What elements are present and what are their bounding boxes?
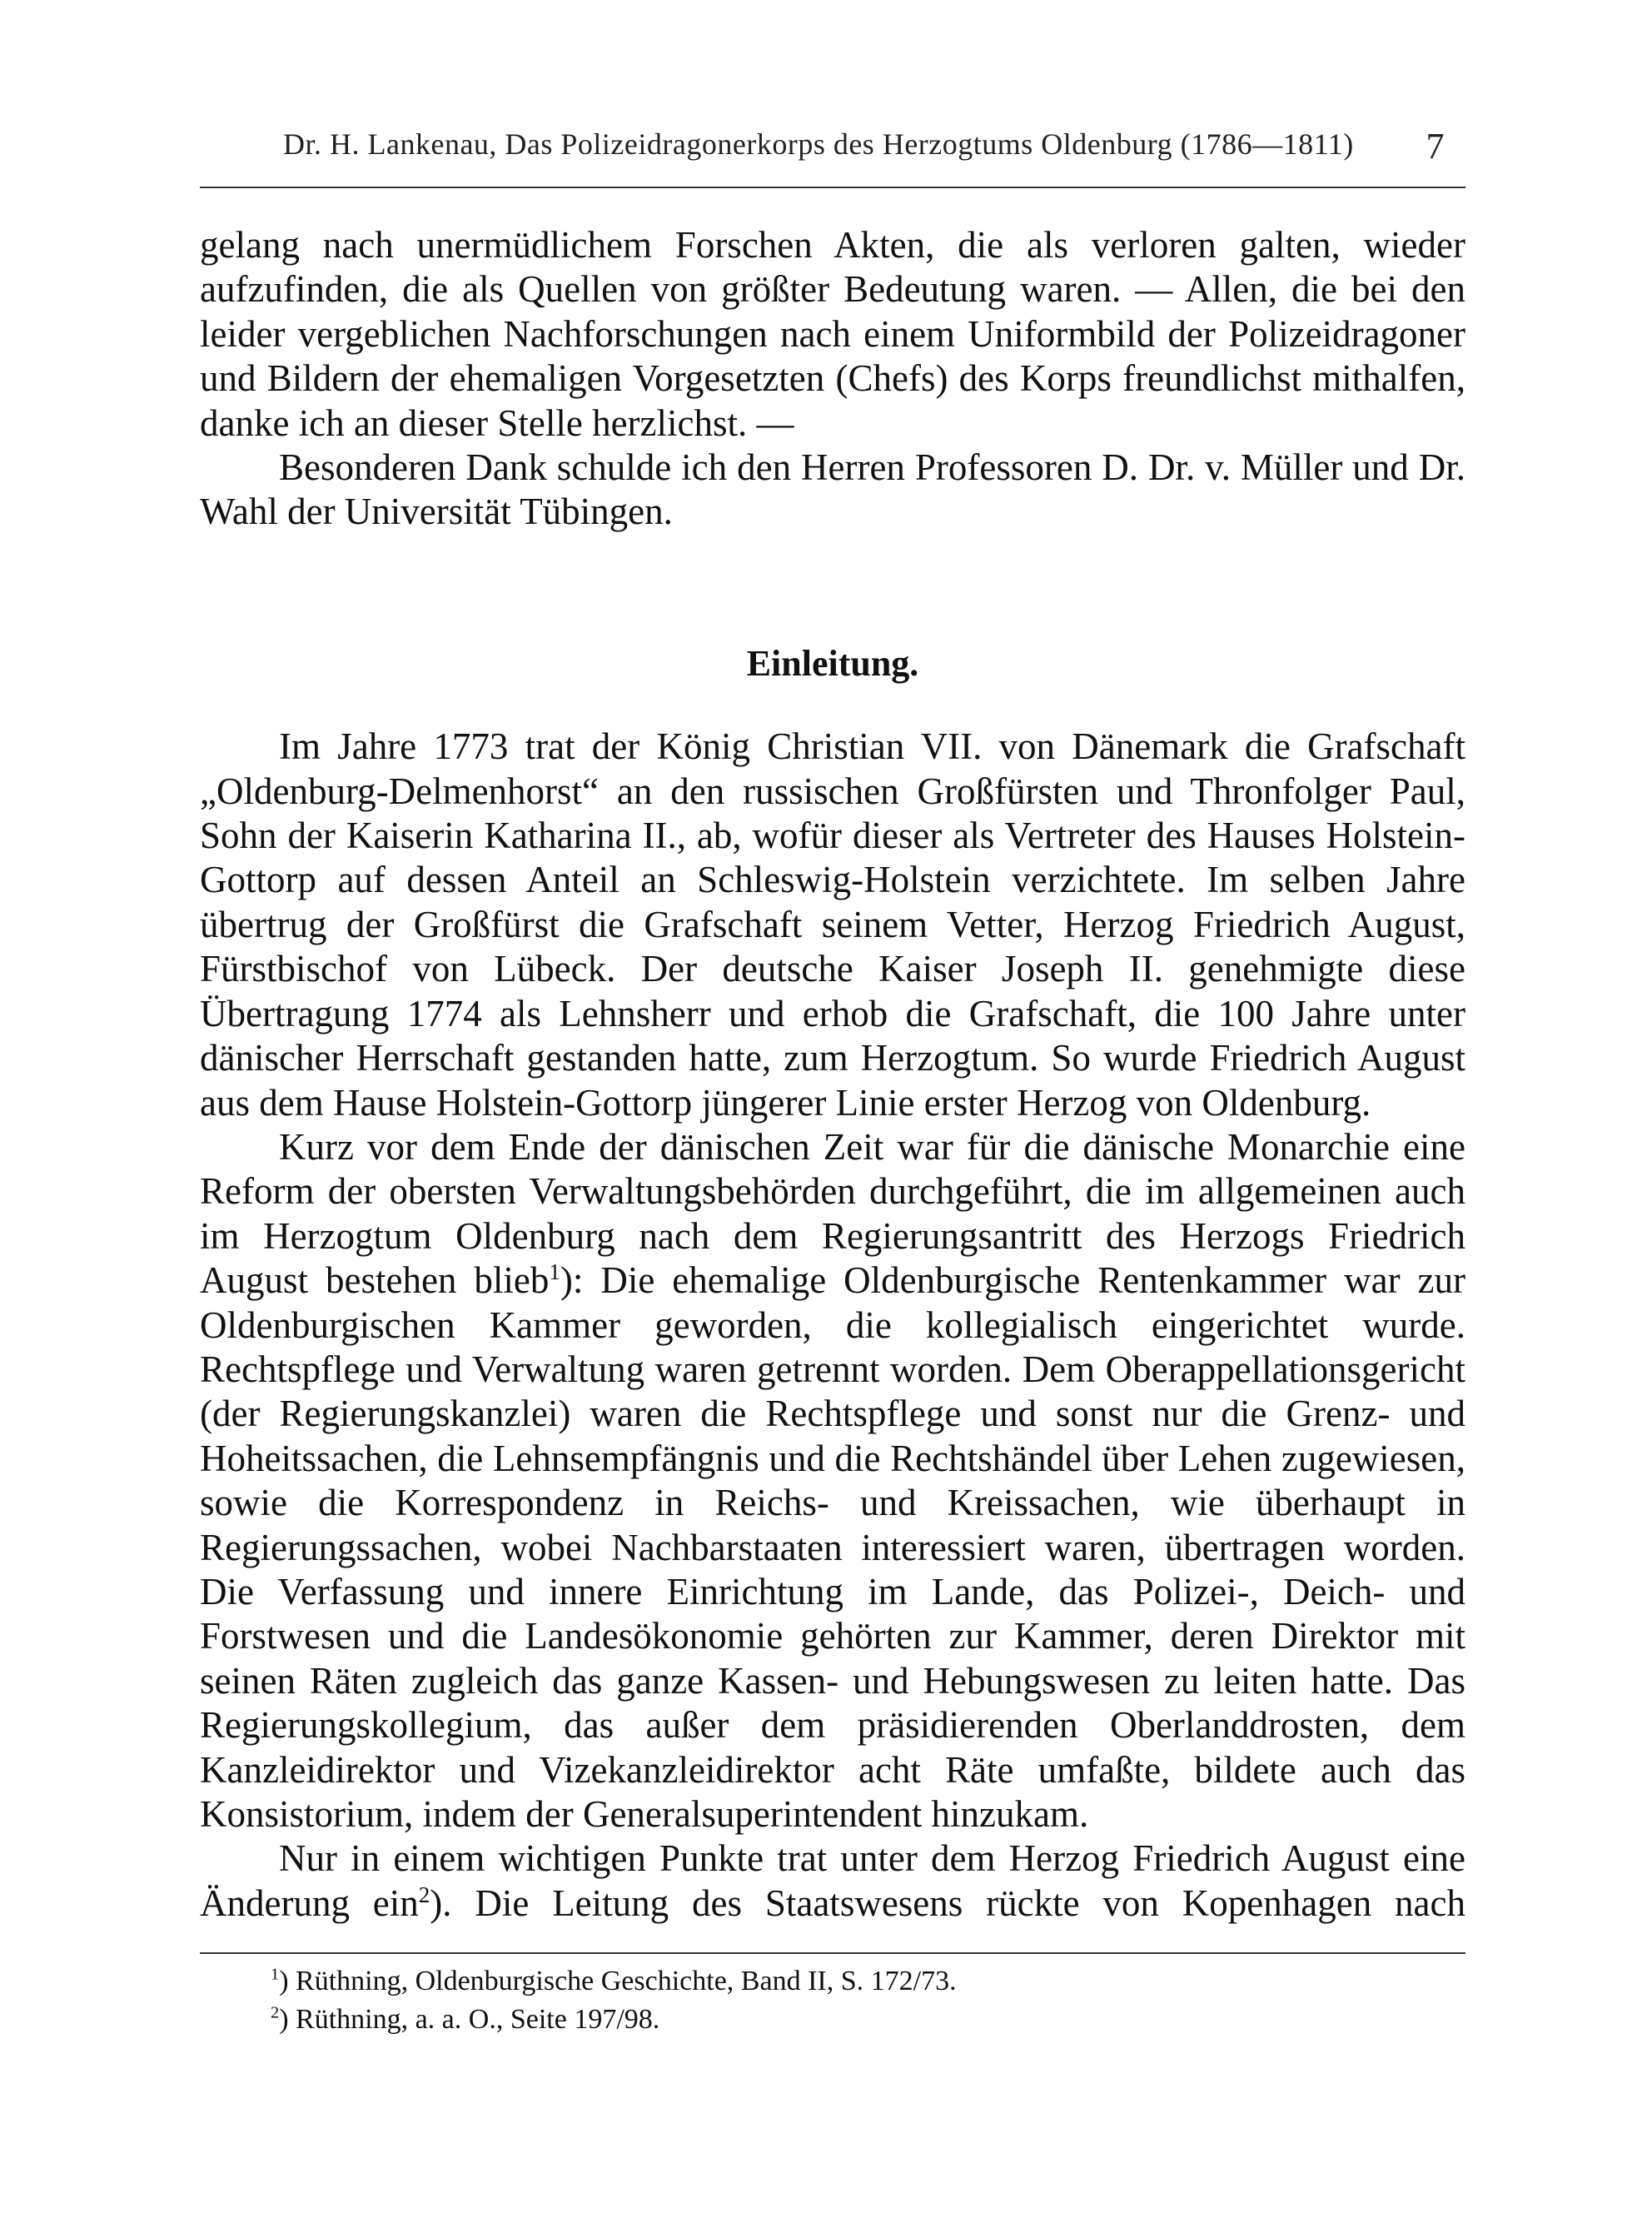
footnote-mark: 1 [271,1965,280,1984]
footnote-reference: 2 [418,1882,430,1907]
footnote-rule [200,1952,1465,1954]
page-number: 7 [1426,126,1445,167]
header-rule [200,187,1465,188]
intro-paragraph-2: Besonderen Dank schulde ich den Herren Professoren D. Dr. v. Müller und Dr. Wahl der Universität Tübingen. [200,446,1465,533]
section-heading: Einleitung. [746,642,919,684]
footnote-1 [271,1962,1353,2001]
paragraph-text: Kurz vor dem Ende der dänischen Zeit war für die dänische Monarchie eine Reform der obersten Verwaltungsbehörden durchgeführt, die im allgemeinen auch im Herzogtum Oldenburg nach dem Regierungsantritt des Herzogs Friedrich August bestehen blieb [200,1125,1465,1302]
footnote-2 [271,2001,1353,2039]
paragraph-text: ): Die ehemalige Oldenburgische Rentenkammer war zur Oldenburgischen Kammer geworden, die kollegialisch eingerichtet wurde. Rechtspflege und Verwaltung waren getrennt worden. Dem Oberappellationsgericht (der Regierungskanzlei) waren die Rechtspflege und sonst nur die Grenz- und Hoheitssachen, die Lehnsempfängnis und die Rechtshändel über Lehen zugewiesen, sowie die Korrespondenz in Reichs- und Kreissachen, wie überhaupt in Regierungssachen, wobei Nachbarstaaten interessiert waren, übertragen worden. Die Verfassung und innere Einrichtung im Lande, das Polizei-, Deich- und Forstwesen und die Landesökonomie gehörten zur Kammer, deren Direktor mit seinen Räten zugleich das ganze Kassen- und Hebungswesen zu leiten hatte. Das Regierungskollegium, das außer dem präsidierenden Oberlanddrosten, dem Kanzleidirektor und Vizekanzleidirektor acht Räte umfaßte, bildete auch das Konsistorium, indem der Generalsuperintendent hinzukam. [200,1259,1465,1835]
footnote-reference: 1 [549,1259,560,1285]
paragraph-text: Nur in einem wichtigen Punkte trat unter dem Herzog Friedrich August eine Änderung ein [200,1837,1465,1924]
section-paragraph-3 [200,1837,1465,1926]
intro-paragraph-1: gelang nach unermüdlichem Forschen Akten, die als verloren galten, wieder aufzufinden, die als Quellen von größter Bedeutung waren. — Allen, die bei den leider vergeblichen Nachforschungen nach einem Uniformbild der Polizeidragoner und Bildern der ehemaligen Vorgesetzten (Chefs) des Korps freundlichst mithalfen, danke ich an dieser Stelle herzlichst. — [200,224,1465,444]
running-head-title: Dr. H. Lankenau, Das Polizeidragonerkorps des Herzogtums Oldenburg (1786—1811) [283,127,1354,161]
body-text [200,223,1465,1926]
footnotes [271,1962,1353,2039]
footnote-mark: 2 [271,2003,280,2022]
section-paragraph-1: Im Jahre 1773 trat der König Christian VII. von Dänemark die Grafschaft „Oldenburg-Delmenhorst“ an den russischen Großfürsten und Thronfolger Paul, Sohn der Kaiserin Katharina II., ab, wofür dieser als Vertreter des Hauses Holstein-Gottorp auf dessen Anteil an Schleswig-Holstein verzichtete. Im selben Jahre übertrug der Großfürst die Grafschaft seinem Vetter, Herzog Friedrich August, Fürstbischof von Lübeck. Der deutsche Kaiser Joseph II. genehmigte diese Übertragung 1774 als Lehnsherr und erhob die Grafschaft, die 100 Jahre unter dänischer Herrschaft gestanden hatte, zum Herzogtum. So wurde Friedrich August aus dem Hause Holstein-Gottorp jüngerer Linie erster Herzog von Oldenburg. [200,725,1465,1124]
paragraph-text: ). Die Leitung des Staatswesens rückte von Kopenhagen nach [430,1882,1465,1924]
footnote-text: ) Rüthning, a. a. O., Seite 197/98. [279,2004,660,2035]
section-paragraph-2 [200,1125,1465,1837]
footnote-text: ) Rüthning, Oldenburgische Geschichte, Band II, S. 172/73. [279,1966,957,1996]
